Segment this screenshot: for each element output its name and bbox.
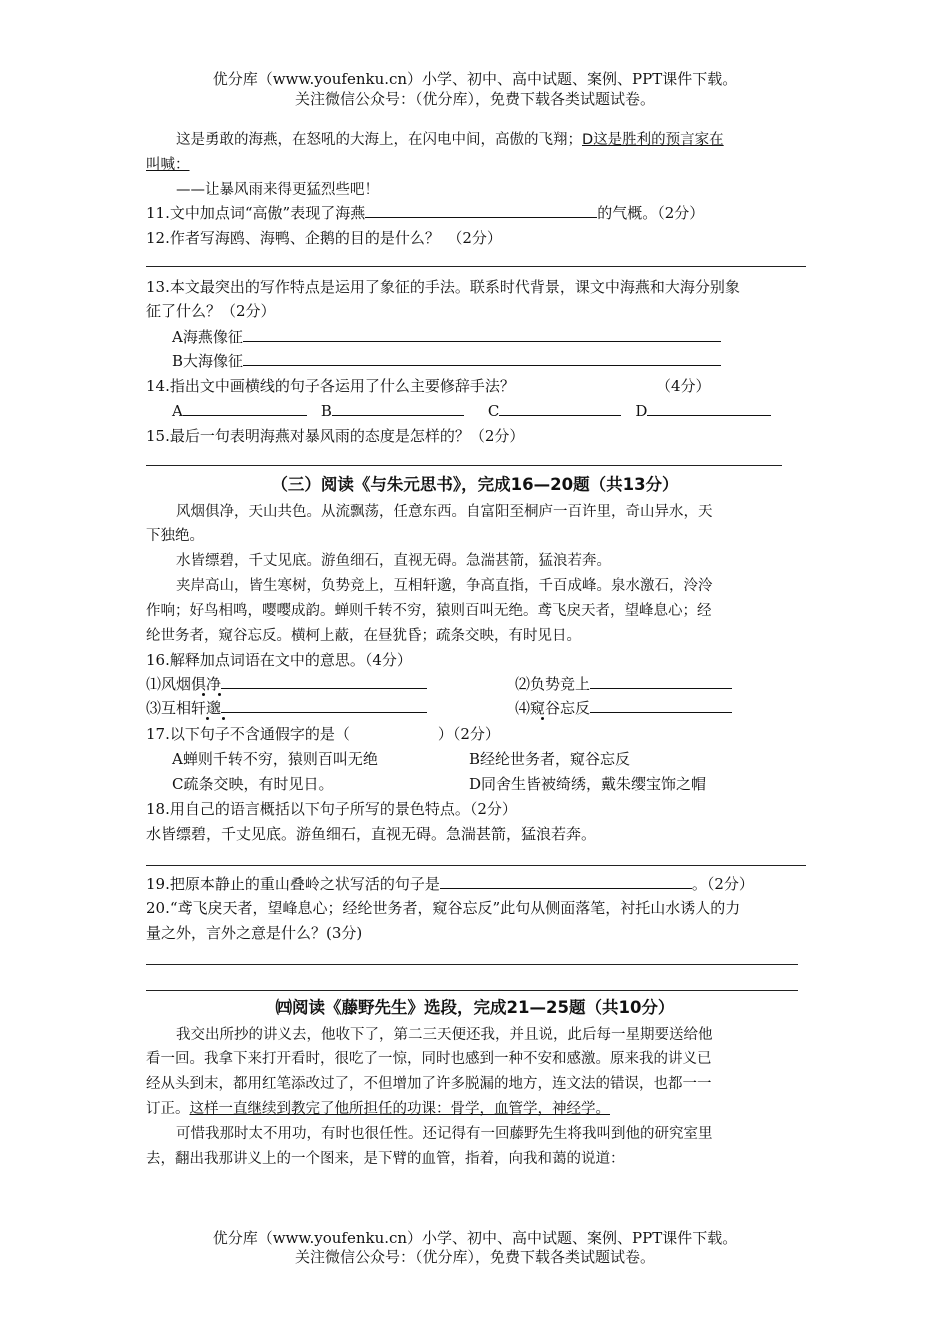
- q17-text: 17.以下句子不含通假字的是（: [146, 725, 350, 743]
- question-14: 14.指出文中画横线的句子各运用了什么主要修辞手法？: [146, 377, 515, 395]
- s4-p1-line3: 经从头到末，都用红笔添改过了，不但增加了许多脱漏的地方，连文法的错误，也都一一: [146, 1076, 712, 1092]
- q13-b-blank[interactable]: [243, 351, 721, 366]
- q14-b-label: B: [320, 402, 332, 420]
- q14-c-blank[interactable]: [499, 401, 621, 416]
- q16-item-1-text: ⑴风烟俱净: [146, 675, 222, 693]
- s4-underlined-sentence: 这样一直继续到教完了他所担任的功课：骨学，血管学，神经学。: [189, 1101, 610, 1117]
- section-3-title: （三）阅读《与朱元思书》，完成16—20题（共13分）: [271, 475, 679, 494]
- q12-answer-line[interactable]: [146, 266, 806, 267]
- q14-blanks: [172, 401, 771, 421]
- q20-answer-line-2[interactable]: [146, 990, 798, 991]
- section-4-title: ㈣阅读《藤野先生》选段，完成21—25题（共10分）: [275, 998, 675, 1017]
- question-11: [146, 203, 704, 223]
- q14-score: （4分）: [656, 377, 711, 395]
- emphasis-dot: [222, 717, 225, 720]
- passage1-line1-text: 这是勇敢的海燕，在怒吼的大海上，在闪电中间，高傲的飞翔；: [176, 132, 582, 148]
- s3-p3-line1: 夹岸高山，皆生寒树，负势竞上，互相轩邈，争高直指，千百成峰。泉水激石，泠泠: [176, 578, 713, 594]
- s4-p1-line2: 看一回。我拿下来打开看时，很吃了一惊，同时也感到一种不安和感激。原来我的讲义已: [146, 1051, 712, 1067]
- header-line-2: 关注微信公众号：（优分库），免费下载各类试题试卷。: [294, 90, 655, 108]
- question-18: 18.用自己的语言概括以下句子所写的景色特点。（2分）: [146, 800, 517, 818]
- q14-d-label: D: [635, 402, 648, 420]
- footer-line-1: 优分库（www.youfenku.cn）小学、初中、高中试题、案例、PPT课件下载。: [212, 1229, 738, 1247]
- q14-b-blank[interactable]: [332, 401, 464, 416]
- passage1-line1-underlined: D这是胜利的预言家在: [582, 132, 724, 148]
- q11-tail: 的气概。（2分）: [597, 204, 705, 222]
- q16-item-2-text: ⑵负势竞上: [515, 675, 591, 693]
- q14-a-label: A: [172, 402, 183, 420]
- q13-option-b: [172, 351, 721, 371]
- q13-a-label: A海燕像征: [172, 328, 243, 346]
- s4-p2-line2: 去，翻出我那讲义上的一个图来，是下臂的血管，指着，向我和蔼的说道：: [146, 1151, 625, 1167]
- q11-text: 11.文中加点词“高傲”表现了海燕: [146, 204, 366, 222]
- question-13-line1: 13.本文最突出的写作特点是运用了象征的手法。联系时代背景，课文中海燕和大海分别象: [146, 278, 740, 296]
- question-20-line2: 量之外，言外之意是什么？(3分): [146, 924, 363, 942]
- q13-option-a: [172, 327, 721, 347]
- q19-answer-blank[interactable]: [440, 874, 692, 889]
- question-13-line2: 征了什么？（2分）: [146, 302, 276, 320]
- q20-answer-line-1[interactable]: [146, 964, 798, 965]
- q16-item-3: [146, 698, 427, 718]
- s3-p3-line2: 作响；好鸟相鸣，嘤嘤成韵。蝉则千转不穷，猿则百叫无绝。鸢飞戾天者，望峰息心；经: [146, 603, 712, 619]
- emphasis-dot: [206, 717, 209, 720]
- q13-a-blank[interactable]: [243, 327, 721, 342]
- question-17: [146, 724, 500, 744]
- q11-answer-blank[interactable]: [365, 203, 597, 218]
- s4-p2-line1: 可惜我那时太不用功，有时也很任性。还记得有一回藤野先生将我叫到他的研究室里: [176, 1126, 713, 1142]
- s3-p2: 水皆缥碧，千丈见底。游鱼细石，直视无碍。急湍甚箭，猛浪若奔。: [176, 553, 611, 569]
- q13-b-label: B大海像征: [172, 352, 244, 370]
- q17-option-d: D同舍生皆被绮绣，戴朱缨宝饰之帽: [469, 775, 707, 793]
- q18-answer-line[interactable]: [146, 865, 806, 866]
- q16-item-4: [515, 698, 732, 718]
- q16-item-2: [515, 674, 732, 694]
- passage1-line2: 叫喊：: [146, 157, 190, 173]
- q18-quote: 水皆缥碧，千丈见底。游鱼细石，直视无碍。急湍甚箭，猛浪若奔。: [146, 825, 597, 843]
- s3-p1-line2: 下独绝。: [146, 528, 204, 544]
- q19-text: 19.把原本静止的重山叠岭之状写活的句子是: [146, 875, 440, 893]
- q17-option-b: B经纶世务者，窥谷忘反: [469, 750, 631, 768]
- s4-p1-line4: [146, 1099, 610, 1119]
- q14-a-blank[interactable]: [183, 401, 307, 416]
- q16-item-4-blank[interactable]: [590, 698, 732, 713]
- q16-item-1-blank[interactable]: [221, 674, 427, 689]
- s3-p1-line1: 风烟俱净，天山共色。从流飘荡，任意东西。自富阳至桐庐一百许里，奇山异水，天: [176, 504, 713, 520]
- q17-close: ）（2分）: [437, 725, 500, 743]
- q19-tail: 。（2分）: [691, 875, 754, 893]
- q16-item-4-text: ⑷窥谷忘反: [515, 699, 591, 717]
- passage1-line1: [176, 130, 724, 150]
- question-19: [146, 874, 754, 894]
- s3-p3-line3: 纶世务者，窥谷忘反。横柯上蔽，在昼犹昏；疏条交映，有时见日。: [146, 628, 581, 644]
- emphasis-dot: [218, 693, 221, 696]
- question-16: 16.解释加点词语在文中的意思。（4分）: [146, 651, 412, 669]
- q16-item-3-blank[interactable]: [221, 698, 427, 713]
- footer-line-2: 关注微信公众号：（优分库），免费下载各类试题试卷。: [294, 1248, 655, 1266]
- q16-item-2-blank[interactable]: [590, 674, 732, 689]
- s4-p1-line4-text: 订正。: [146, 1101, 190, 1117]
- header-line-1: 优分库（www.youfenku.cn）小学、初中、高中试题、案例、PPT课件下载。: [212, 70, 738, 88]
- q14-c-label: C: [487, 402, 500, 420]
- emphasis-dot: [202, 693, 205, 696]
- q14-d-blank[interactable]: [647, 401, 771, 416]
- q17-option-a: A蝉则千转不穷，猿则百叫无绝: [172, 750, 378, 768]
- question-20-line1: 20.“鸢飞戾天者，望峰息心；经纶世务者，窥谷忘反”此句从侧面落笔，衬托山水诱人的力: [146, 899, 741, 917]
- q17-option-c: C疏条交映，有时见日。: [172, 775, 334, 793]
- passage1-line3: ——让暴风雨来得更猛烈些吧！: [176, 182, 379, 198]
- s4-p1-line1: 我交出所抄的讲义去，他收下了，第二三天便还我，并且说，此后每一星期要送给他: [176, 1027, 713, 1043]
- emphasis-dot: [541, 717, 544, 720]
- q16-item-1: [146, 674, 427, 694]
- q15-answer-line[interactable]: [146, 465, 782, 466]
- q16-item-3-text: ⑶互相轩邈: [146, 699, 222, 717]
- question-15: 15.最后一句表明海燕对暴风雨的态度是怎样的？（2分）: [146, 427, 525, 445]
- question-12: 12.作者写海鸥、海鸭、企鹅的目的是什么？ （2分）: [146, 229, 502, 247]
